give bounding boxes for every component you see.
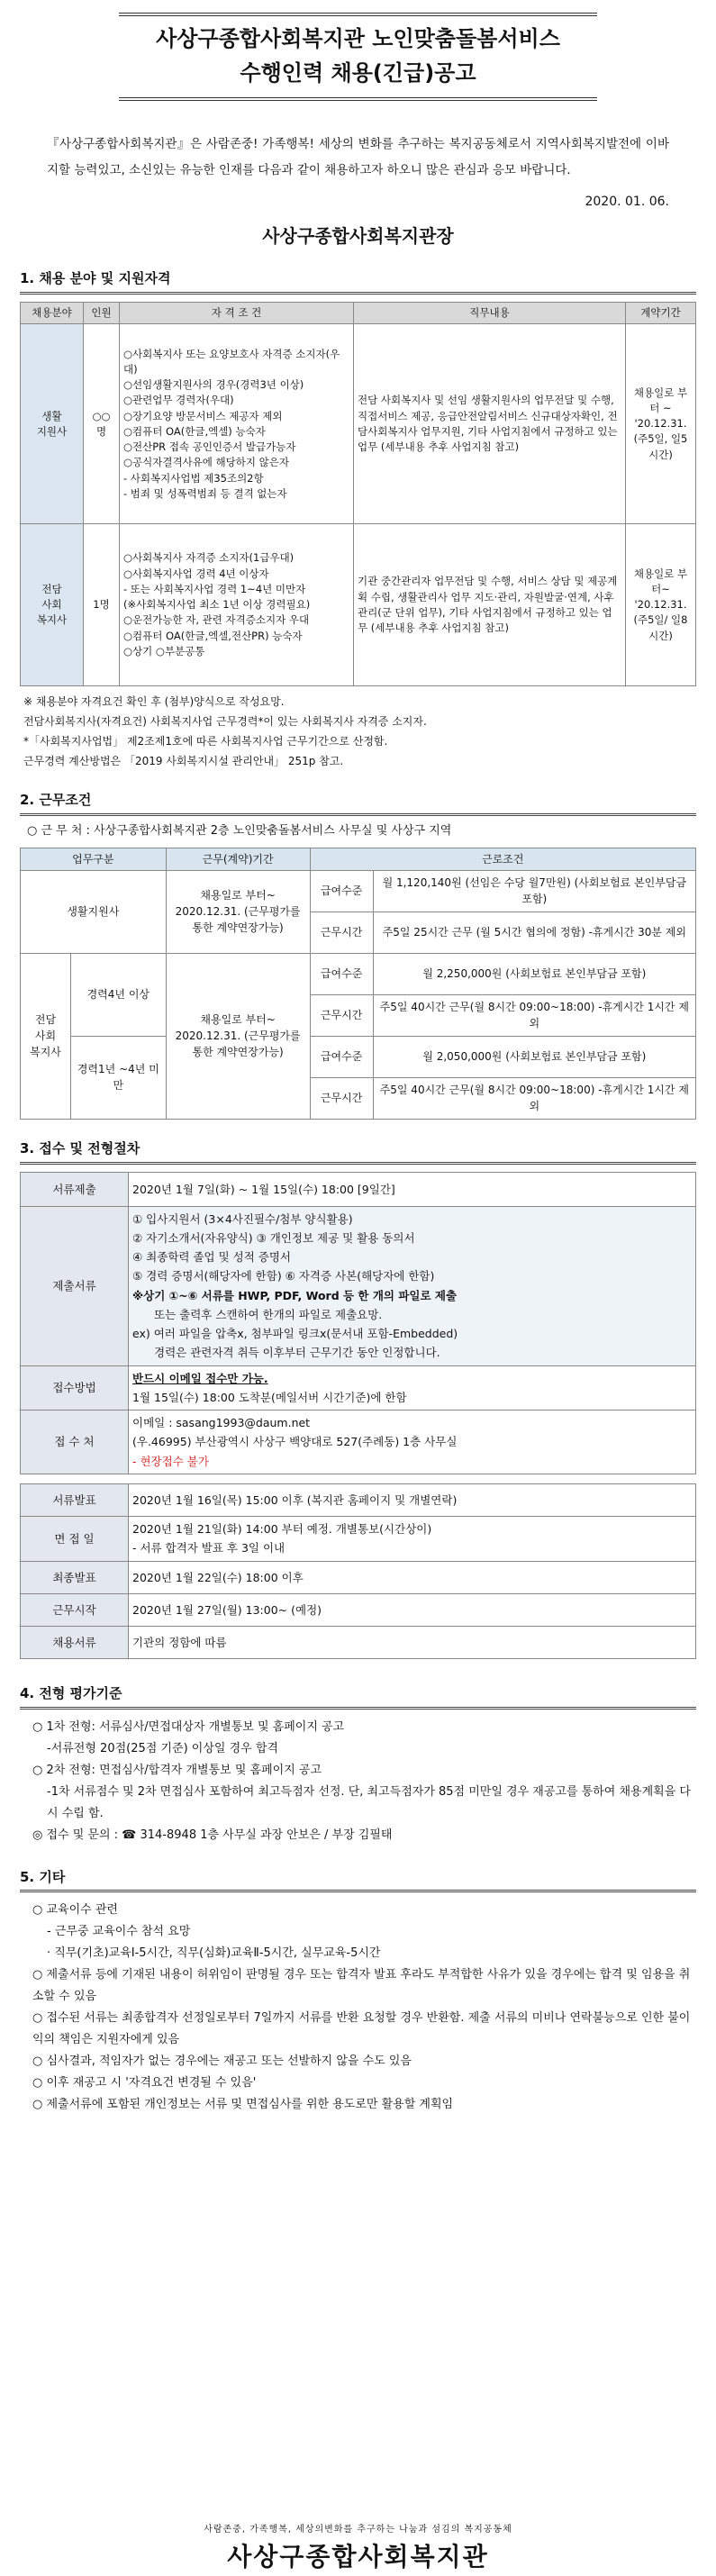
footer-org-name: 사상구종합사회복지관 xyxy=(227,2541,489,2571)
criteria-item: ○ 2차 전형: 면접심사/합격자 개별통보 및 홈페이지 공고 xyxy=(32,1763,322,1777)
time-label: 근무시간 xyxy=(310,994,373,1036)
time-4y: 주5일 40시간 근무(월 8시간 09:00~18:00) -휴게시간 1시간 제외 xyxy=(373,994,695,1036)
title-line-2: 수행인력 채용(긴급)공고 xyxy=(240,60,476,86)
row2-duty: 기관 중간관리자 업무전담 및 수행, 서비스 상담 및 제공계획 수립, 생활관리사 업무 지도·관리, 자원발굴·연계, 사후관리(군 단위 업무), 기타 사업지침에서 규정하고 있는 업무 (세부내용 추후 사업지침 참고) xyxy=(354,524,626,686)
qualification-table xyxy=(20,302,696,686)
sched-label: 최종발표 xyxy=(21,1561,129,1593)
method-line: 반드시 이메일 접수만 가능. xyxy=(132,1371,268,1385)
note-item: *「사회복지사업법」 제2조제1호에 따른 사회복지사업 근무기간으로 산정함. xyxy=(23,735,388,748)
section-1-heading: 1. 채용 분야 및 지원자격 xyxy=(20,269,696,295)
section-3-heading: 3. 접수 및 전형절차 xyxy=(20,1139,696,1165)
doc-item: ④ 최종학력 졸업 및 성적 증명서 xyxy=(132,1250,291,1265)
schedule-table xyxy=(20,1483,696,1659)
note-item: 전담사회복지사(자격요건) 사회복지사업 근무경력*이 있는 사회복지사 자격증 소지자. xyxy=(23,715,427,729)
time-label: 근무시간 xyxy=(310,1077,373,1119)
notice-page xyxy=(0,13,716,2576)
section-5-heading: 5. 기타 xyxy=(20,1868,696,1893)
col-period: 계약기간 xyxy=(626,303,696,324)
other-item: - 근무중 교육이수 참석 요망 xyxy=(47,1925,191,1939)
evaluation-criteria xyxy=(32,1717,696,1846)
other-notes xyxy=(32,1900,696,2116)
career-1-4y: 경력1년 ~4년 미만 xyxy=(71,1036,167,1119)
contact-info: ◎ 접수 및 문의 : ☎ 314-8948 1층 사무실 과장 안보은 / 부장 김필태 xyxy=(32,1828,393,1842)
section-4-heading: 4. 전형 평가기준 xyxy=(20,1684,696,1710)
doc-item: 또는 출력후 스캔하여 한개의 파일로 제출요망. xyxy=(154,1307,383,1321)
doc-item: ex) 여러 파일을 압축x, 첨부파일 링크x(문서내 포함-Embedded) xyxy=(132,1327,458,1341)
submission-method xyxy=(129,1365,696,1410)
note-item: ※ 채용분야 자격요건 확인 후 (첨부)양식으로 작성요망. xyxy=(23,695,285,709)
notice-title xyxy=(119,13,597,101)
col-field: 채용분야 xyxy=(21,303,84,324)
row1-field: 생활 지원사 xyxy=(21,324,84,524)
sched-label: 면 접 일 xyxy=(21,1516,129,1561)
pay-label: 급여수준 xyxy=(310,870,373,912)
submission-period: 2020년 1월 7일(화) ~ 1월 15일(수) 18:00 [9일간] xyxy=(129,1172,696,1206)
doc-item: ② 자기소개서(자유양식) ③ 개인정보 제공 및 활용 동의서 xyxy=(132,1230,415,1245)
col-work-type: 업무구분 xyxy=(21,848,167,870)
intro-text: 『사상구종합사회복지관』은 사람존중! 가족행복! 세상의 변화를 추구하는 복지공동체로서 지역사회복지발전에 이바지할 능력있고, 소신있는 유능한 인재를 다음과 같이 채용하고자 하오니 많은 관심과 응모 바랍니다. xyxy=(47,137,669,177)
pay-1-4y: 월 2,050,000원 (사회보험료 본인부담금 포함) xyxy=(373,1036,695,1077)
time-1-4y: 주5일 40시간 근무(월 8시간 09:00~18:00) -휴게시간 1시간 제외 xyxy=(373,1077,695,1119)
method-line: 1월 15일(수) 18:00 도착분(메일서버 시간기준)에 한함 xyxy=(132,1390,407,1404)
section-1-notes xyxy=(23,692,696,771)
col-qual: 자 격 조 건 xyxy=(120,303,354,324)
issuer-org: 사상구종합사회복지관장 xyxy=(262,225,454,248)
footer-slogan: 사람존중, 가족행복, 세상의변화를 추구하는 나눔과 섬김의 복지공동체 xyxy=(204,2525,512,2535)
row2-qual: ○사회복지사 자격증 소지자(1급우대) ○사회복지사업 경력 4년 이상자 - 또는 사회복지사업 경력 1~4년 미만자 (※사회복지사업 최소 1년 이상 경력필요) ○운전가능한 자, 관련 자격증소지자 우대 ○컴퓨터 OA(한글,엑셀,전산PR) 능숙자 ○상기 ○부분공통 xyxy=(120,524,354,686)
sched-value: 2020년 1월 21일(화) 14:00 부터 예정. 개별통보(시간상이) - 서류 합격자 발표 후 3일 이내 xyxy=(129,1516,696,1561)
note-item: 근무경력 계산방법은 「2019 사회복지시설 관리안내」 251p 참고. xyxy=(23,755,344,768)
doc-item: ※상기 ①~⑥ 서류를 HWP, PDF, Word 등 한 개의 파일로 제출 xyxy=(132,1288,458,1302)
procedure-table xyxy=(20,1172,696,1474)
proc-label: 제출서류 xyxy=(21,1206,129,1365)
footer-logo xyxy=(0,2524,716,2575)
criteria-item: ○ 1차 전형: 서류심사/면접대상자 개별통보 및 홈페이지 공고 xyxy=(32,1719,345,1734)
other-item: ○ 심사결과, 적임자가 없는 경우에는 재공고 또는 선발하지 않을 수도 있음 xyxy=(32,2054,412,2069)
row1-count: ○○명 xyxy=(84,324,120,524)
row-field-social: 전담 사회 복지사 xyxy=(21,953,71,1119)
row1-qual: ○사회복지사 또는 요양보호사 자격증 소지자(우대) ○선임생활지원사의 경우(경력3년 이상) ○관련업무 경력자(우대) ○장기요양 방문서비스 제공자 제외 ○컴퓨터 OA(한글,엑셀) 능숙자 ○전산PR 접속 공인인증서 발급가능자 ○공식자결격사유에 해당하지 않은자 - 사회복지사업법 제35조의2항 - 범죄 및 성폭력범죄 등 결격 없는자 xyxy=(120,324,354,524)
pay-support: 월 1,120,140원 (선임은 수당 월7만원) (사회보험료 본인부담금 포함) xyxy=(373,870,695,912)
sched-value: 2020년 1월 22일(수) 18:00 이후 xyxy=(129,1561,696,1593)
col-contract: 근무(계약)기간 xyxy=(166,848,310,870)
work-place: ○ 근 무 처 : 사상구종합사회복지관 2층 노인맞춤돌봄서비스 사무실 및 사상구 지역 xyxy=(27,824,452,839)
row1-duty: 전담 사회복지사 및 선임 생활지원사의 업무전달 및 수행, 직접서비스 제공, 응급안전알림서비스 신규대상자확인, 전담사회복지사 업무지원, 기타 사업지침에서 규정하고 있는 업무 (세부내용 추후 사업지침 참고) xyxy=(354,324,626,524)
notice-date: 2020. 01. 06. xyxy=(585,195,669,209)
col-duty: 직무내용 xyxy=(354,303,626,324)
sched-value: 2020년 1월 16일(목) 15:00 이후 (복지관 홈페이지 및 개별연락) xyxy=(129,1483,696,1516)
sched-label: 채용서류 xyxy=(21,1626,129,1658)
sched-label: 서류발표 xyxy=(21,1483,129,1516)
address-text: (우.46995) 부산광역시 사상구 백양대로 527(주례동) 1층 사무실 xyxy=(132,1435,458,1449)
work-conditions-table xyxy=(20,848,696,1120)
other-item: ○ 제출서류에 포함된 개인정보는 서류 및 면접심사를 위한 용도로만 활용할 계획임 xyxy=(32,2098,454,2112)
pay-label: 급여수준 xyxy=(310,1036,373,1077)
proc-label: 서류제출 xyxy=(21,1172,129,1206)
time-label: 근무시간 xyxy=(310,912,373,953)
doc-item: ① 입사지원서 (3×4사진필수/첨부 양식활용) xyxy=(132,1211,353,1226)
criteria-item: -서류전형 20점(25점 기준) 이상일 경우 합격 xyxy=(47,1741,278,1755)
sched-label: 근무시작 xyxy=(21,1593,129,1626)
pay-4y: 월 2,250,000원 (사회보험료 본인부담금 포함) xyxy=(373,953,695,994)
required-documents xyxy=(129,1206,696,1365)
col-conditions: 근로조건 xyxy=(310,848,695,870)
row-field-support: 생활지원사 xyxy=(21,870,167,953)
submission-place xyxy=(129,1410,696,1474)
proc-label: 접 수 처 xyxy=(21,1410,129,1474)
onsite-warning: - 현장접수 불가 xyxy=(132,1454,209,1468)
proc-label: 접수방법 xyxy=(21,1365,129,1410)
doc-item: 경력은 관련자격 취득 이후부터 근무기간 동안 인정합니다. xyxy=(154,1346,440,1360)
time-support: 주5일 25시간 근무 (월 5시간 협의에 정함) -휴게시간 30분 제외 xyxy=(373,912,695,953)
other-item: ○ 이후 재공고 시 '자격요건 변경될 수 있음' xyxy=(32,2076,257,2091)
row-period-support: 채용일로 부터~ 2020.12.31. (근무평가를 통한 계약연장가능) xyxy=(166,870,310,953)
row-period-social: 채용일로 부터~ 2020.12.31. (근무평가를 통한 계약연장가능) xyxy=(166,953,310,1119)
row2-count: 1명 xyxy=(84,524,120,686)
doc-item: ⑤ 경력 증명서(해당자에 한함) ⑥ 자격증 사본(해당자에 한함) xyxy=(132,1269,435,1283)
career-4y: 경력4년 이상 xyxy=(71,953,167,1036)
pay-label: 급여수준 xyxy=(310,953,373,994)
row2-period: 채용일로 부터~ '20.12.31. (주5일/ 일8시간) xyxy=(626,524,696,686)
title-line-1: 사상구종합사회복지관 노인맞춤돌봄서비스 xyxy=(156,26,560,51)
sched-value: 2020년 1월 27일(월) 13:00~ (예정) xyxy=(129,1593,696,1626)
sched-value: 기관의 정함에 따름 xyxy=(129,1626,696,1658)
row1-period: 채용일로 부터 ~ '20.12.31. (주5일, 일5시간) xyxy=(626,324,696,524)
criteria-item: -1차 서류점수 및 2차 면접심사 포함하여 최고득점자 선정. 단, 최고득점자가 85점 미만일 경우 재공고를 통하여 채용계획을 다시 수립 함. xyxy=(47,1784,691,1820)
other-item: ○ 제출서류 등에 기재된 내용이 허위임이 판명될 경우 또는 합격자 발표 후라도 부적합한 사유가 있을 경우에는 합격 및 임용을 취소할 수 있음 xyxy=(32,1968,691,2004)
other-item: ○ 교육이수 관련 xyxy=(32,1903,118,1918)
section-2-heading: 2. 근무조건 xyxy=(20,791,696,816)
col-count: 인원 xyxy=(84,303,120,324)
other-item: ○ 접수된 서류는 최종합격자 선정일로부터 7일까지 서류를 반환 요청할 경우 반환함. 제출 서류의 미비나 연락불능으로 인한 불이익의 책임은 지원자에게 있음 xyxy=(32,2011,691,2047)
other-item: · 직무(기초)교육Ⅰ-5시간, 직무(심화)교육Ⅱ-5시간, 실무교육-5시간 xyxy=(47,1946,381,1961)
row2-field: 전담 사회 복지사 xyxy=(21,524,84,686)
email-link[interactable]: 이메일 : sasang1993@daum.net xyxy=(132,1416,311,1430)
